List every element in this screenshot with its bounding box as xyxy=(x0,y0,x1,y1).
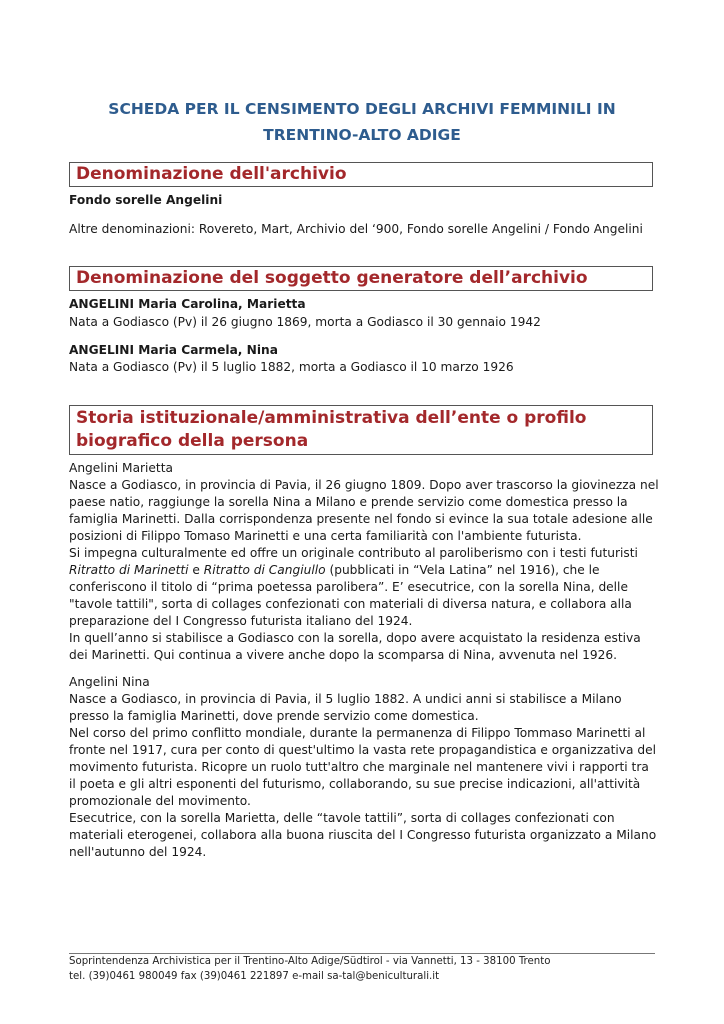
bio-marietta xyxy=(69,460,659,664)
bio-marietta-title: Angelini Marietta xyxy=(69,461,173,475)
bio-marietta-p1: Nasce a Godiasco, in provincia di Pavia, il 26 giugno 1809. Dopo aver trascorso la giovinezza nel paese natio, raggiunge la sorella Nina a Milano e prende servizio come domestica presso la famiglia Marinetti. Dalla corrispondenza presente nel fondo si evince la sua totale adesione alle posizioni di Filippo Tomaso Marinetti e una certa familiarità con l'ambiente futurista. xyxy=(69,478,659,543)
bio-marietta-p2-and: e xyxy=(188,563,204,577)
section-heading-archive-name: Denominazione dell'archivio xyxy=(76,164,347,184)
bio-marietta-p2-start: Si impegna culturalmente ed offre un originale contributo al paroliberismo con i testi futuristi xyxy=(69,546,638,560)
archive-other-names: Altre denominazioni: Rovereto, Mart, Archivio del ‘900, Fondo sorelle Angelini / Fondo Angelini xyxy=(69,222,643,236)
bio-marietta-p2-end: (pubblicati in “Vela Latina” nel 1916), che le conferiscono il titolo di “prima poetessa parolibera”. E’ esecutrice, con la sorella Nina, delle "tavole tattili", sorta di collages confezionati con materiali di diversa natura, e collabora alla preparazione del I Congresso futurista italiano del 1924. xyxy=(69,563,632,628)
bio-nina-p1: Nasce a Godiasco, in provincia di Pavia, il 5 luglio 1882. A undici anni si stabilisce a Milano presso la famiglia Marinetti, dove prende servizio come domestica. xyxy=(69,692,622,723)
bio-marietta-p2 xyxy=(69,545,659,630)
document-title xyxy=(69,96,655,148)
title-line-2: TRENTINO-ALTO ADIGE xyxy=(263,126,461,144)
section-creator-box xyxy=(69,266,653,291)
work-title-ritratto-cangiullo: Ritratto di Cangiullo xyxy=(203,563,326,577)
work-title-ritratto-marinetti: Ritratto di Marinetti xyxy=(69,563,189,577)
section-history-box xyxy=(69,405,653,455)
title-line-1: SCHEDA PER IL CENSIMENTO DEGLI ARCHIVI FEMMINILI IN xyxy=(108,100,616,118)
archive-name: Fondo sorelle Angelini xyxy=(69,193,223,207)
section-heading-history xyxy=(76,407,646,453)
person-name-marietta: ANGELINI Maria Carolina, Marietta xyxy=(69,297,306,311)
history-heading-line-1: Storia istituzionale/amministrativa dell’ente o profilo xyxy=(76,408,587,428)
page-footer xyxy=(69,955,550,984)
footer-address: Soprintendenza Archivistica per il Trentino-Alto Adige/Südtirol - via Vannetti, 13 - 38100 Trento xyxy=(69,956,551,967)
history-heading-line-2: biografico della persona xyxy=(76,431,309,451)
person-dates-nina: Nata a Godiasco (Pv) il 5 luglio 1882, morta a Godiasco il 10 marzo 1926 xyxy=(69,360,514,374)
bio-nina-title: Angelini Nina xyxy=(69,675,150,689)
bio-marietta-p3: In quell’anno si stabilisce a Godiasco con la sorella, dopo avere acquistato la residenza estiva dei Marinetti. Qui continua a vivere anche dopo la scomparsa di Nina, avvenuta nel 1926. xyxy=(69,631,641,662)
person-dates-marietta: Nata a Godiasco (Pv) il 26 giugno 1869, morta a Godiasco il 30 gennaio 1942 xyxy=(69,315,541,329)
bio-nina xyxy=(69,674,659,861)
bio-nina-p3: Esecutrice, con la sorella Marietta, delle “tavole tattili”, sorta di collages confezionati con materiali eterogenei, collabora alla buona riuscita del I Congresso futurista organizzato a Milano nell'autunno del 1924. xyxy=(69,811,657,859)
footer-divider xyxy=(69,953,655,954)
person-name-nina: ANGELINI Maria Carmela, Nina xyxy=(69,343,278,357)
footer-contacts: tel. (39)0461 980049 fax (39)0461 221897 e-mail sa-tal@beniculturali.it xyxy=(69,970,440,982)
section-archive-name-box xyxy=(69,162,653,187)
section-heading-creator: Denominazione del soggetto generatore dell’archivio xyxy=(76,268,588,288)
bio-nina-p2: Nel corso del primo conflitto mondiale, durante la permanenza di Filippo Tommaso Marinetti al fronte nel 1917, cura per conto di quest'ultimo la vasta rete propagandistica e organizzativa del movimento futurista. Ricopre un ruolo tutt'altro che marginale nel mantenere vivi i rapporti tra il poeta e gli altri esponenti del futurismo, collaborando, su sue precise indicazioni, all'attività promozionale del movimento. xyxy=(69,726,656,808)
